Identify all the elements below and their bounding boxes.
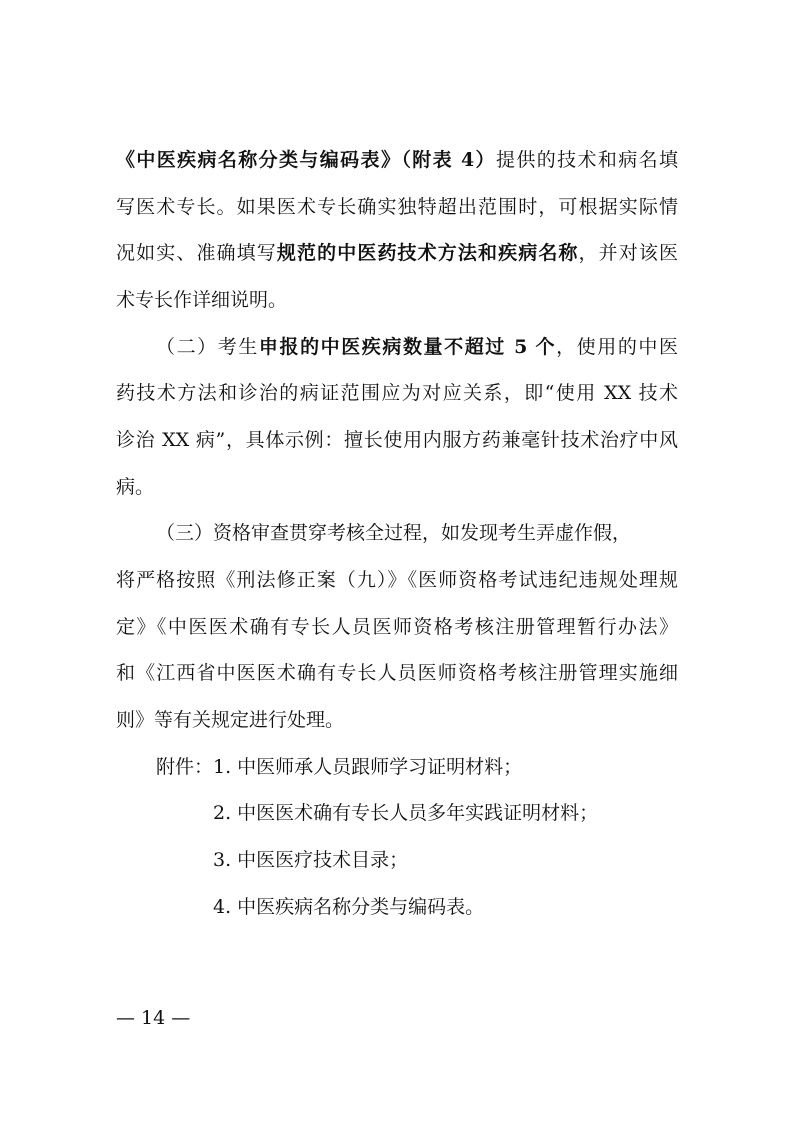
section-two-line-2: 药技术方法和诊治的病证范围应为对应关系，即“使用 XX 技术 bbox=[116, 382, 678, 404]
page-number: — 14 — bbox=[116, 1007, 191, 1029]
section-two-pre: （二）考生 bbox=[156, 336, 259, 358]
intro-line-3-post: ，并对该医 bbox=[578, 242, 678, 264]
intro-line-3-pre: 况如实、准确填写 bbox=[116, 242, 277, 264]
attachment-item: 4. 中医疾病名称分类与编码表。 bbox=[213, 896, 485, 918]
section-two-line-1 bbox=[156, 335, 678, 359]
section-three-line-3: 定》《中医医术确有专长人员医师资格考核注册管理暂行办法》 bbox=[116, 616, 678, 638]
section-three-line-4: 和《江西省中医医术确有专长人员医师资格考核注册管理实施细 bbox=[116, 662, 678, 684]
intro-line-3 bbox=[116, 241, 678, 265]
intro-line-2: 写医术专长。如果医术专长确实独特超出范围时，可根据实际情 bbox=[116, 196, 678, 218]
section-three-line-1: （三）资格审查贯穿考核全过程，如发现考生弄虚作假， bbox=[156, 522, 632, 544]
intro-line-1 bbox=[116, 148, 678, 172]
intro-bold-phrase: 规范的中医药技术方法和疾病名称 bbox=[276, 242, 579, 264]
section-three-line-5: 则》等有关规定进行处理。 bbox=[116, 709, 345, 731]
intro-bold-title: 《中医疾病名称分类与编码表》（附表 4） bbox=[116, 149, 496, 171]
section-two-line-3: 诊治 XX 病”，具体示例：擅长使用内服方药兼毫针技术治疗中风 bbox=[116, 429, 678, 451]
section-two-bold: 申报的中医疾病数量不超过 5 个 bbox=[258, 336, 557, 358]
attachments-label: 附件： bbox=[156, 756, 214, 778]
intro-line-1-rest: 提供的技术和病名填 bbox=[495, 149, 678, 171]
attachment-item: 1. 中医师承人员跟师学习证明材料； bbox=[213, 756, 523, 778]
section-three-line-2: 将严格按照《刑法修正案（九）》《医师资格考试违纪违规处理规 bbox=[116, 569, 678, 591]
attachment-item: 2. 中医医术确有专长人员多年实践证明材料； bbox=[213, 802, 599, 824]
section-two-line-4: 病。 bbox=[116, 476, 155, 498]
section-two-post: ，使用的中医 bbox=[556, 336, 678, 358]
intro-line-4: 术专长作详细说明。 bbox=[116, 289, 288, 311]
attachment-item: 3. 中医医疗技术目录； bbox=[213, 849, 409, 871]
attachments-line-1 bbox=[156, 755, 522, 779]
